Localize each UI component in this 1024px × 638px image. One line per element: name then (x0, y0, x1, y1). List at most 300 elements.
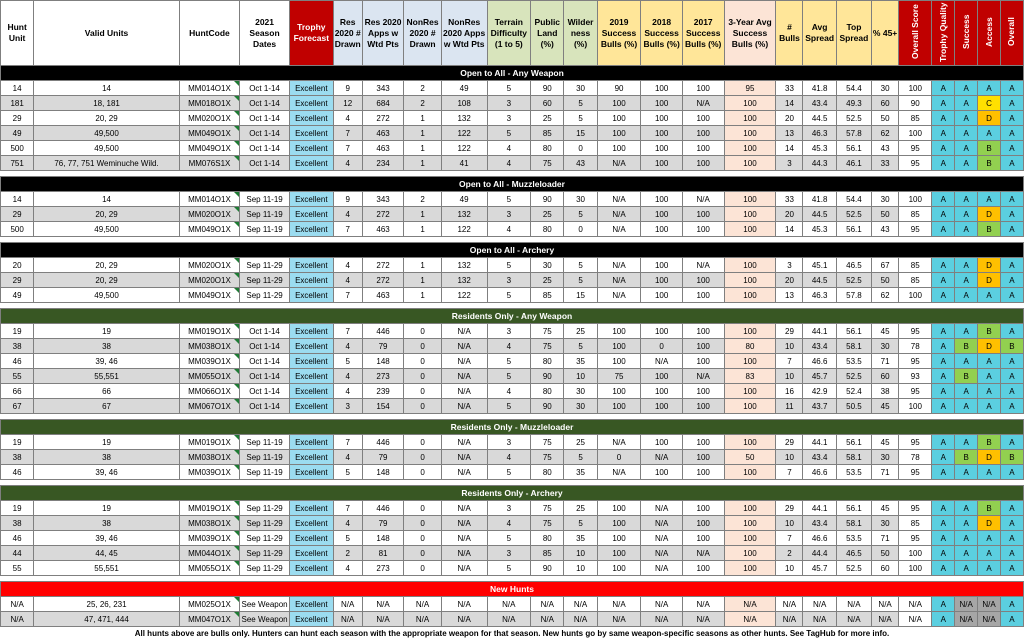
section-title: Open to All - Any Weapon (1, 66, 1024, 81)
grade-cell (932, 111, 955, 126)
cell-value: 100 (908, 128, 922, 138)
cell-value: Excellent (295, 518, 328, 528)
cell-value: A (1009, 467, 1015, 477)
grade-cell (955, 324, 978, 339)
cell (34, 96, 180, 111)
cell-value: A (940, 401, 946, 411)
cell-value: 1 (420, 209, 425, 219)
grade-cell (978, 435, 1001, 450)
grade-cell (978, 207, 1001, 222)
cell-value: N/A (10, 599, 24, 609)
cell-value: 1 (420, 224, 425, 234)
cell-value: A (986, 386, 992, 396)
cell (487, 465, 531, 480)
cell (441, 126, 487, 141)
cell (564, 96, 597, 111)
cell-value: MM020O1X (188, 209, 231, 219)
cell-value: 29 (785, 326, 794, 336)
grade-cell (978, 399, 1001, 414)
cell (1, 369, 34, 384)
cell-value: 100 (743, 158, 757, 168)
cell (899, 399, 932, 414)
cell (487, 399, 531, 414)
cell-value: 46.3 (811, 290, 828, 300)
cell-value: A (1009, 158, 1015, 168)
cell-value: D (986, 275, 992, 285)
col-nonres-apps: NonRes 2020 Apps w Wtd Pts (441, 1, 487, 66)
cell-value: 83 (745, 371, 755, 381)
cell-value: Sep 11-29 (246, 503, 283, 513)
cell (724, 81, 776, 96)
cell-value: 60 (542, 98, 552, 108)
cell (682, 501, 724, 516)
cell (441, 369, 487, 384)
cell (290, 597, 334, 612)
cell (333, 546, 362, 561)
cell (240, 369, 290, 384)
grade-cell (1000, 597, 1023, 612)
cell-value: N/A (457, 614, 471, 624)
grade-cell (1000, 192, 1023, 207)
grade-cell (932, 258, 955, 273)
cell (487, 354, 531, 369)
cell (333, 612, 362, 627)
cell-value: 5 (506, 260, 512, 270)
cell-value: 14 (12, 194, 22, 204)
grade-cell (955, 399, 978, 414)
cell (641, 273, 683, 288)
table-row (1, 126, 1024, 141)
table-row (1, 399, 1024, 414)
cell (487, 288, 531, 303)
cell (290, 561, 334, 576)
comment-marker-icon (234, 531, 239, 536)
cell (34, 339, 180, 354)
col-trophy-quality: Trophy Quality (932, 1, 955, 66)
cell (899, 597, 932, 612)
cell-value: 85 (910, 260, 920, 270)
cell (362, 324, 404, 339)
cell-value: D (986, 209, 992, 219)
col-success-2017: 2017 Success Bulls (%) (682, 1, 724, 66)
col-avg-spread: Avg Spread (803, 1, 836, 66)
cell (724, 399, 776, 414)
cell (641, 612, 683, 627)
cell (404, 273, 441, 288)
cell-value: 100 (654, 158, 669, 168)
cell-value: 18, 181 (93, 98, 120, 108)
cell (404, 81, 441, 96)
cell-value: B (986, 158, 992, 168)
cell-value: 4 (506, 143, 512, 153)
cell (872, 369, 899, 384)
cell (776, 435, 803, 450)
cell (564, 384, 597, 399)
cell-value: 16 (785, 386, 794, 396)
cell-value: 100 (696, 326, 710, 336)
cell-value: 93 (910, 371, 920, 381)
grade-cell (1000, 207, 1023, 222)
cell (564, 465, 597, 480)
cell (362, 450, 404, 465)
cell-value: N/A (502, 614, 516, 624)
cell (290, 222, 334, 237)
cell (362, 156, 404, 171)
grade-cell (978, 384, 1001, 399)
cell-value: 46.5 (846, 548, 862, 558)
cell-value: 100 (908, 563, 922, 573)
cell (290, 126, 334, 141)
cell-value: 80 (542, 533, 552, 543)
cell (597, 273, 641, 288)
cell-value: 0 (420, 401, 425, 411)
cell-value: N/A (782, 599, 797, 609)
cell-value: 55 (12, 371, 22, 381)
cell-value: N/A (573, 599, 588, 609)
cell-value: 46.6 (811, 467, 828, 477)
cell (531, 384, 564, 399)
cell-value: 25 (542, 275, 552, 285)
cell-value: 95 (910, 326, 920, 336)
grade-cell (978, 141, 1001, 156)
cell-value: Oct 1-14 (249, 401, 280, 411)
cell-value: 148 (376, 467, 390, 477)
cell (803, 369, 836, 384)
cell (776, 156, 803, 171)
cell-value: 45.3 (811, 143, 828, 153)
cell-value: 75 (542, 518, 552, 528)
cell (441, 384, 487, 399)
cell (899, 369, 932, 384)
cell (564, 273, 597, 288)
cell-value: 46.1 (846, 158, 862, 168)
cell-value: 14 (102, 83, 111, 93)
cell (803, 465, 836, 480)
comment-marker-icon (234, 111, 239, 116)
cell (179, 516, 239, 531)
cell-value: Excellent (295, 401, 328, 411)
cell (333, 516, 362, 531)
cell (872, 126, 899, 141)
cell (34, 207, 180, 222)
comment-marker-icon (234, 435, 239, 440)
cell (641, 324, 683, 339)
cell-value: 25 (576, 437, 585, 447)
cell-value: 1 (420, 113, 425, 123)
cell-value: 1 (420, 260, 425, 270)
cell-value: A (986, 83, 992, 93)
cell-value: 44.3 (811, 158, 828, 168)
cell-value: 273 (376, 371, 390, 381)
cell (899, 156, 932, 171)
cell-value: A (940, 290, 946, 300)
cell (179, 288, 239, 303)
cell-value: See Weapon (241, 599, 288, 609)
grade-cell (955, 192, 978, 207)
cell-value: 100 (696, 275, 710, 285)
cell-value: 49,500 (94, 224, 119, 234)
cell (803, 384, 836, 399)
cell-value: N/A (982, 614, 996, 624)
cell (641, 465, 683, 480)
cell-value: N/A (502, 599, 516, 609)
cell (1, 612, 34, 627)
cell (899, 126, 932, 141)
cell-value: A (963, 401, 969, 411)
cell (487, 96, 531, 111)
cell-value: 148 (376, 356, 390, 366)
cell-value: 19 (12, 503, 22, 513)
cell-value: 100 (696, 386, 710, 396)
cell (404, 399, 441, 414)
cell (333, 81, 362, 96)
table-row (1, 156, 1024, 171)
grade-cell (978, 258, 1001, 273)
cell (597, 612, 641, 627)
cell-value: 79 (378, 341, 388, 351)
cell-value: MM018O1X (188, 98, 231, 108)
cell (724, 126, 776, 141)
cell-value: 30 (542, 260, 552, 270)
cell (290, 369, 334, 384)
cell-value: 43.4 (811, 518, 828, 528)
cell-value: 80 (542, 386, 552, 396)
cell-value: 60 (880, 98, 890, 108)
cell-value: B (1009, 452, 1015, 462)
cell (487, 369, 531, 384)
cell (333, 141, 362, 156)
cell-value: 95 (910, 467, 920, 477)
cell-value: 81 (378, 548, 388, 558)
cell (803, 531, 836, 546)
cell-value: N/A (878, 599, 892, 609)
cell-value: A (1009, 98, 1015, 108)
cell (531, 258, 564, 273)
cell-value: N/A (457, 503, 471, 513)
cell-value: 55 (12, 563, 22, 573)
cell (597, 339, 641, 354)
cell (597, 126, 641, 141)
cell-value: 85 (910, 518, 920, 528)
table-row (1, 597, 1024, 612)
cell-value: 446 (376, 503, 390, 513)
cell (531, 126, 564, 141)
col-wilderness: Wilder ness (%) (564, 1, 597, 66)
cell-value: 343 (376, 83, 390, 93)
cell (240, 96, 290, 111)
cell (441, 324, 487, 339)
cell-value: Sep 11-19 (246, 224, 283, 234)
cell-value: 3 (787, 158, 792, 168)
cell-value: 10 (785, 518, 794, 528)
cell (776, 531, 803, 546)
cell-value: MM076S1X (188, 158, 231, 168)
cell (487, 561, 531, 576)
cell (441, 81, 487, 96)
cell-value: A (963, 98, 969, 108)
cell-value: 0 (616, 452, 622, 462)
cell-value: 5 (578, 209, 583, 219)
grade-cell (978, 111, 1001, 126)
section-title: Open to All - Muzzleloader (1, 177, 1024, 192)
cell-value: D (986, 341, 992, 351)
cell (441, 561, 487, 576)
cell-value: N/A (457, 341, 471, 351)
cell (487, 141, 531, 156)
cell (240, 384, 290, 399)
cell-value: 35 (576, 467, 585, 477)
cell-value: N/A (612, 599, 626, 609)
cell (362, 597, 404, 612)
cell-value: 45 (880, 326, 890, 336)
grade-cell (978, 546, 1001, 561)
cell (531, 96, 564, 111)
cell-value: 10 (576, 548, 585, 558)
cell (362, 339, 404, 354)
cell-value: A (963, 356, 969, 366)
cell (531, 612, 564, 627)
cell-value: N/A (812, 599, 827, 609)
table-row (1, 435, 1024, 450)
cell-value: 67 (880, 260, 890, 270)
cell (333, 273, 362, 288)
comment-marker-icon (234, 126, 239, 131)
cell (803, 612, 836, 627)
cell (724, 465, 776, 480)
cell-value: 11 (785, 401, 794, 411)
cell-value: 4 (345, 386, 350, 396)
cell-value: A (986, 356, 992, 366)
comment-marker-icon (234, 546, 239, 551)
grade-cell (1000, 369, 1023, 384)
cell-value: 122 (457, 224, 471, 234)
section-title: New Hunts (1, 582, 1024, 597)
table-row (1, 612, 1024, 627)
cell-value: 0 (420, 503, 425, 513)
cell-value: 100 (696, 113, 710, 123)
cell (179, 399, 239, 414)
cell-value: 100 (696, 83, 710, 93)
table-row (1, 324, 1024, 339)
cell-value: 85 (910, 209, 920, 219)
cell (290, 546, 334, 561)
cell (776, 546, 803, 561)
cell-value: A (963, 83, 969, 93)
cell-value: Sep 11-29 (246, 518, 283, 528)
cell-value: 0 (578, 143, 583, 153)
cell-value: 5 (506, 83, 512, 93)
cell-value: 10 (785, 452, 794, 462)
grade-cell (978, 288, 1001, 303)
cell-value: 80 (542, 143, 552, 153)
comment-marker-icon (234, 222, 239, 227)
comment-marker-icon (234, 612, 239, 617)
cell-value: A (940, 224, 946, 234)
grade-cell (1000, 501, 1023, 516)
cell-value: Excellent (295, 503, 328, 513)
cell (1, 156, 34, 171)
cell (487, 324, 531, 339)
cell-value: A (1009, 401, 1015, 411)
cell-value: 41.8 (811, 83, 828, 93)
cell (564, 111, 597, 126)
cell (597, 96, 641, 111)
cell (836, 501, 871, 516)
cell-value: 60 (880, 371, 890, 381)
cell (34, 81, 180, 96)
grade-cell (955, 384, 978, 399)
cell (872, 516, 899, 531)
cell-value: 4 (345, 563, 350, 573)
cell-value: 10 (576, 563, 585, 573)
cell (34, 369, 180, 384)
cell-value: A (940, 143, 946, 153)
cell (362, 546, 404, 561)
cell-value: 3 (506, 326, 512, 336)
cell-value: 4 (345, 341, 350, 351)
cell (487, 531, 531, 546)
grade-cell (955, 612, 978, 627)
cell-value: 273 (376, 563, 390, 573)
cell-value: 181 (10, 98, 24, 108)
cell-value: A (963, 386, 969, 396)
cell (776, 597, 803, 612)
section-title: Residents Only - Muzzleloader (1, 420, 1024, 435)
cell (34, 561, 180, 576)
cell (290, 384, 334, 399)
cell-value: 80 (542, 356, 552, 366)
grade-cell (955, 273, 978, 288)
cell (1, 141, 34, 156)
cell (1, 501, 34, 516)
cell-value: A (1009, 128, 1015, 138)
cell-value: N/A (743, 599, 757, 609)
cell-value: MM019O1X (188, 437, 231, 447)
cell (682, 207, 724, 222)
cell (641, 96, 683, 111)
cell (240, 192, 290, 207)
cell-value: 100 (743, 548, 757, 558)
cell-value: 20, 29 (95, 113, 118, 123)
cell-value: 100 (612, 143, 626, 153)
cell-value: N/A (457, 401, 471, 411)
grade-cell (932, 561, 955, 576)
cell (641, 369, 683, 384)
cell (872, 192, 899, 207)
cell (240, 612, 290, 627)
cell-value: 7 (787, 467, 792, 477)
cell-value: A (940, 83, 946, 93)
cell-value: 46 (12, 467, 22, 477)
cell (441, 339, 487, 354)
cell-value: Oct 1-14 (249, 98, 280, 108)
cell-value: 4 (345, 209, 350, 219)
cell (872, 288, 899, 303)
cell-value: 684 (376, 98, 390, 108)
cell (487, 546, 531, 561)
cell (333, 531, 362, 546)
cell (597, 450, 641, 465)
comment-marker-icon (234, 516, 239, 521)
grade-cell (932, 81, 955, 96)
cell (803, 399, 836, 414)
cell-value: A (963, 533, 969, 543)
cell (682, 354, 724, 369)
cell-value: 463 (376, 290, 390, 300)
cell-value: MM038O1X (188, 452, 231, 462)
grade-cell (955, 435, 978, 450)
cell-value: 100 (696, 128, 710, 138)
